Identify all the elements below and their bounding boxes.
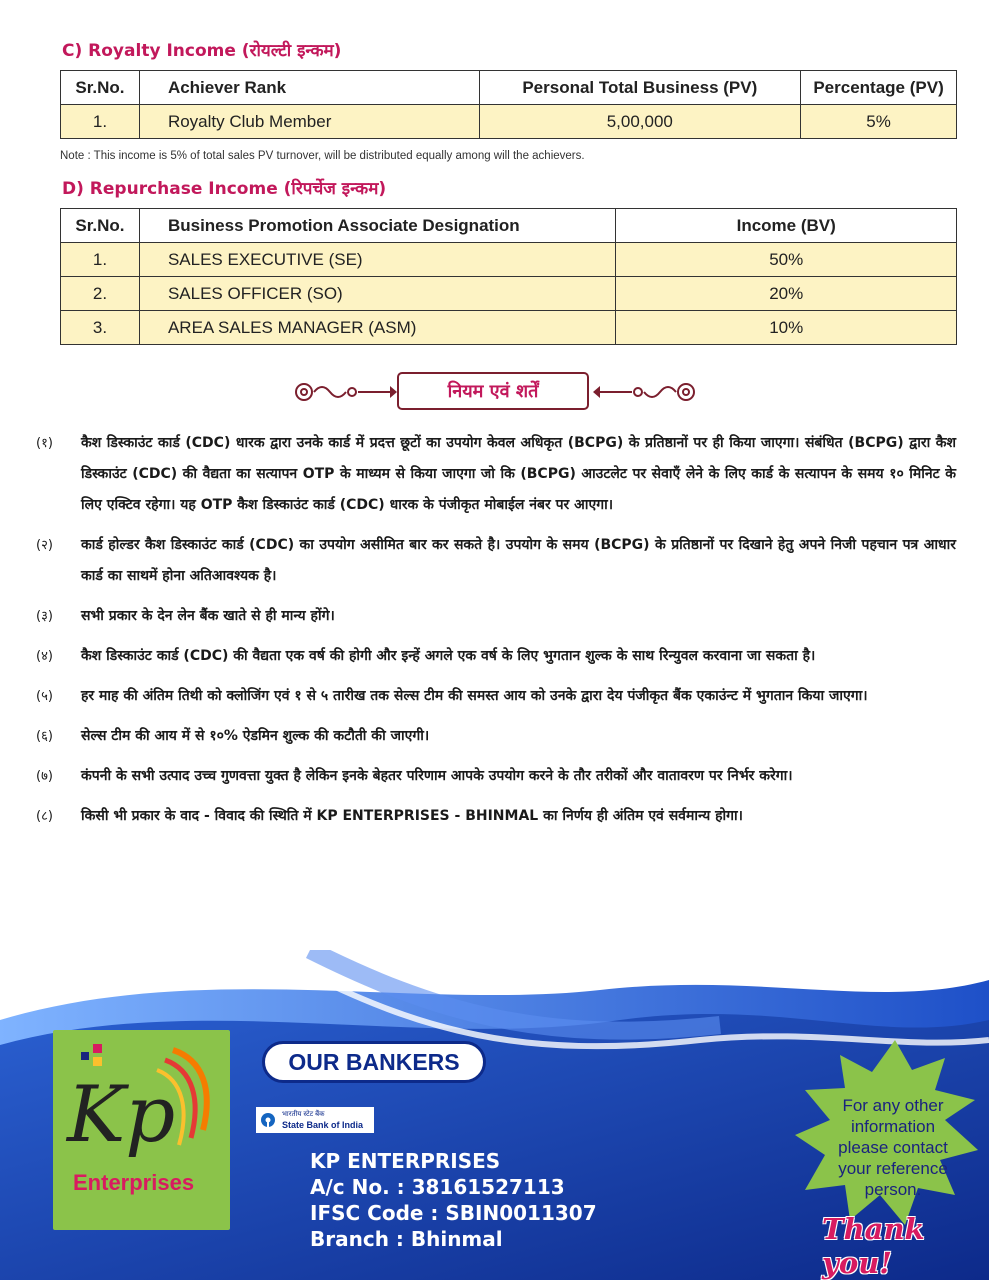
- contact-message: [818, 1095, 968, 1200]
- company-name: KP ENTERPRISES: [310, 1149, 501, 1173]
- bank-details: [310, 1148, 597, 1252]
- rules-heading: नियम एवं शर्तें: [397, 372, 589, 410]
- rule-text: किसी भी प्रकार के वाद - विवाद की स्थिति में KP ENTERPRISES - BHINMAL का निर्णय ही अंतिम एवं सर्वमान्य होगा।: [81, 808, 743, 824]
- sbi-icon: [260, 1112, 276, 1128]
- repurchase-income-table: [60, 208, 957, 345]
- list-item: [36, 601, 956, 632]
- table-header-row: [61, 209, 957, 243]
- col-header-rank: Achiever Rank: [139, 71, 479, 105]
- contact-line: person.: [864, 1180, 922, 1199]
- list-item: [36, 681, 956, 712]
- contact-line: your reference: [838, 1159, 948, 1178]
- kp-logo: [53, 1030, 230, 1230]
- repurchase-title-en: D) Repurchase Income: [62, 179, 278, 199]
- cell-sr: 3.: [61, 311, 140, 345]
- table-header-row: [61, 71, 957, 105]
- table-row: [61, 311, 957, 345]
- rule-number: (२): [36, 538, 53, 553]
- royalty-note: Note : This income is 5% of total sales PV turnover, will be distributed equally among will the achievers.: [60, 150, 585, 162]
- rule-text: सेल्स टीम की आय में से १०% ऐडमिन शुल्क की कटौती की जाएगी।: [81, 728, 430, 744]
- table-row: [61, 243, 957, 277]
- thank-you-text: Thank you!: [822, 1212, 925, 1280]
- cell-sr: 1.: [61, 243, 140, 277]
- rules-list: [36, 428, 956, 841]
- rule-text: कार्ड होल्डर कैश डिस्काउंट कार्ड (CDC) का उपयोग असीमित बार कर सकते है। उपयोग के समय (BCPG) के प्रतिष्ठानों पर दिखाने हेतु अपने निजी पहचान पत्र आधार कार्ड का साथमें होना अतिआवश्यक है।: [81, 537, 956, 584]
- rule-text: कैश डिस्काउंट कार्ड (CDC) धारक द्वारा उनके कार्ड में प्रदत्त छूटों का उपयोग केवल अधिकृत (BCPG) के प्रतिष्ठानों पर ही किया जाएगा। संबंधित (BCPG) द्वारा कैश डिस्काउंट (CDC) की वैद्यता का सत्यापन OTP के माध्यम से किया जाएगा जो कि (BCPG) आउटलेट पर सेवाएँ लेने के लिए कार्ड के सत्यापन के समय १० मिनिट के लिए एक्टिव रहेगा। यह OTP कैश डिस्काउंट कार्ड (CDC) धारक के पंजीकृत मोबाईल नंबर पर आएगा।: [81, 435, 956, 513]
- contact-line: information: [850, 1117, 936, 1136]
- royalty-income-table: [60, 70, 957, 139]
- table-row: [61, 105, 957, 139]
- list-item: [36, 530, 956, 592]
- col-header-income: Income (BV): [616, 209, 957, 243]
- royalty-income-title: [62, 38, 341, 61]
- rule-number: (५): [36, 689, 53, 704]
- rules-heading-banner: [290, 372, 700, 412]
- cell-sr: 1.: [61, 105, 140, 139]
- col-header-designation: Business Promotion Associate Designation: [139, 209, 615, 243]
- list-item: [36, 428, 956, 521]
- cell-income: 50%: [616, 243, 957, 277]
- rule-text: कंपनी के सभी उत्पाद उच्च गुणवत्ता युक्त है लेकिन इनके बेहतर परिणाम आपके उपयोग करने के तौर तरीकों और वातावरण पर निर्भर करेगा।: [81, 768, 793, 784]
- branch-name: Branch : Bhinmal: [310, 1227, 503, 1251]
- contact-line: please contact: [838, 1138, 948, 1157]
- royalty-title-en: C) Royalty Income: [62, 41, 236, 61]
- col-header-business: Personal Total Business (PV): [479, 71, 801, 105]
- cell-business: 5,00,000: [479, 105, 801, 139]
- cell-income: 20%: [616, 277, 957, 311]
- col-header-percentage: Percentage (PV): [801, 71, 957, 105]
- rule-number: (६): [36, 729, 53, 744]
- rule-number: (१): [36, 436, 53, 451]
- cell-rank: Royalty Club Member: [139, 105, 479, 139]
- col-header-sr: Sr.No.: [61, 209, 140, 243]
- account-number: A/c No. : 38161527113: [310, 1175, 565, 1199]
- footer-banner: [0, 950, 989, 1280]
- list-item: [36, 721, 956, 752]
- logo-enterprises-text: Enterprises: [73, 1170, 195, 1195]
- sbi-hindi-name: भारतीय स्टेट बैंक: [282, 1111, 325, 1118]
- our-bankers-label: OUR BANKERS: [262, 1041, 486, 1083]
- cell-income: 10%: [616, 311, 957, 345]
- royalty-title-hi: (रोयल्टी इन्कम): [241, 41, 342, 61]
- table-row: [61, 277, 957, 311]
- repurchase-title-hi: (रिपर्चेज इन्कम): [283, 179, 387, 199]
- list-item: [36, 641, 956, 672]
- sbi-english-name: State Bank of India: [282, 1120, 364, 1130]
- rule-number: (४): [36, 649, 53, 664]
- rule-number: (३): [36, 609, 53, 624]
- contact-line: For any other: [842, 1096, 944, 1115]
- sbi-logo: [256, 1107, 374, 1133]
- list-item: [36, 761, 956, 792]
- list-item: [36, 801, 956, 832]
- cell-designation: SALES EXECUTIVE (SE): [139, 243, 615, 277]
- cell-designation: AREA SALES MANAGER (ASM): [139, 311, 615, 345]
- repurchase-income-title: [62, 176, 386, 199]
- logo-kp-text: Kp: [67, 1070, 176, 1160]
- col-header-sr: Sr.No.: [61, 71, 140, 105]
- cell-designation: SALES OFFICER (SO): [139, 277, 615, 311]
- cell-sr: 2.: [61, 277, 140, 311]
- cell-percentage: 5%: [801, 105, 957, 139]
- rule-text: कैश डिस्काउंट कार्ड (CDC) की वैद्यता एक वर्ष की होगी और इन्हें अगले एक वर्ष के लिए भुगतान शुल्क के साथ रिन्युवल करवाना जा सकता है।: [81, 648, 816, 664]
- rule-text: सभी प्रकार के देन लेन बैंक खाते से ही मान्य होंगे।: [81, 608, 335, 624]
- ifsc-code: IFSC Code : SBIN0011307: [310, 1201, 597, 1225]
- rule-number: (७): [36, 769, 53, 784]
- rule-number: (८): [36, 809, 53, 824]
- rule-text: हर माह की अंतिम तिथी को क्लोजिंग एवं १ से ५ तारीख तक सेल्स टीम की समस्त आय को उनके द्वारा देय पंजीकृत बैंक एकाउंन्ट में भुगतान किया जाएगा।: [81, 688, 868, 704]
